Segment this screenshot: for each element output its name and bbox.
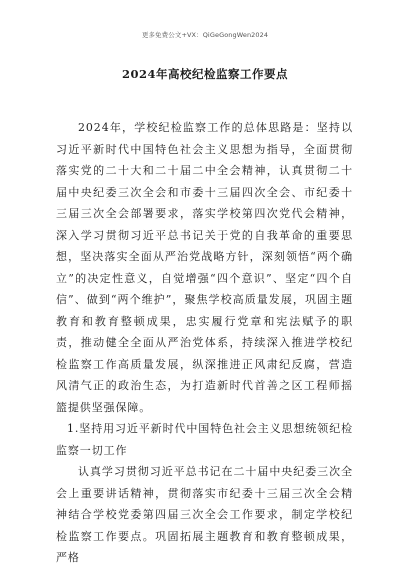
document-body [56, 117, 353, 569]
intro-paragraph: 2024年，学校纪检监察工作的总体思路是：坚持以习近平新时代中国特色社会主义思想为指导，全面贯彻落实党的二十大和二十届二中全会精神，认真贯彻二十届中央纪委三次全会和市委十三届四次全会、市纪委十三届三次全会部署要求，落实学校第四次党代会精神，深入学习贯彻习近平总书记关于党的自我革命的重要思想，坚决落实全面从严治党战略方针，深刻领悟“两个确立”的决定性意义，自觉增强“四个意识”、坚定“四个自信”、做到“两个维护”，聚焦学校高质量发展，巩固主题教育和教育整顿成果，忠实履行党章和宪法赋予的职责，推动健全全面从严治党体系，持续深入推进学校纪检监察工作高质量发展，纵深推进正风肃纪反腐，营造风清气正的政治生态，为打造新时代首善之区工程师摇篮提供坚强保障。 [56, 121, 353, 414]
document-title: 2024年高校纪检监察工作要点 [121, 67, 288, 81]
section-paragraph: 认真学习贯彻习近平总书记在二十届中央纪委三次全会上重要讲话精神，贯彻落实市纪委十三届三次全会精神结合学校党委第四届三次全会工作要求，制定学校纪检监察工作要点。巩固拓展主题教育和教育整顿成果，严格 [56, 465, 353, 564]
header-note: 更多免费公文+VX：QiGeGongWen2024 [141, 31, 269, 39]
section-heading: 1.坚持用习近平新时代中国特色社会主义思想统领纪检监察一切工作 [56, 422, 353, 457]
